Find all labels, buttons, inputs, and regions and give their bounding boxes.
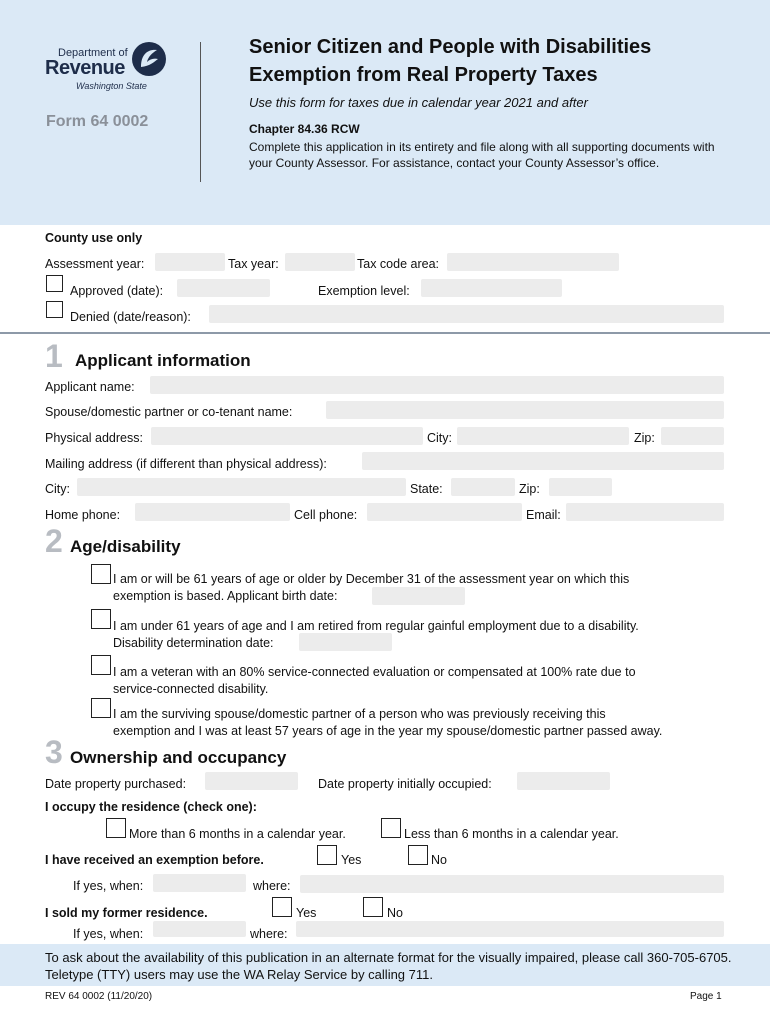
received-exemption-no-label: No — [431, 853, 447, 867]
disability-date-field[interactable] — [299, 633, 392, 651]
county-use-heading: County use only — [45, 231, 143, 245]
disability-line-1: I am under 61 years of age and I am retired from regular gainful employment due to a disability. — [113, 619, 639, 633]
applicant-name-field[interactable] — [150, 376, 724, 394]
intro-text: Complete this application in its entirety and file along with all supporting documents with your County Assessor. For assistance, contact your County Assessor’s office. — [249, 140, 715, 170]
home-phone-field[interactable] — [135, 503, 290, 521]
more-than-6-months-label: More than 6 months in a calendar year. — [129, 827, 346, 841]
veteran-line-2: service-connected disability. — [113, 682, 269, 696]
sold-residence-label: I sold my former residence. — [45, 906, 208, 920]
sold-where-label: where: — [250, 927, 288, 941]
header-divider — [200, 42, 201, 182]
veteran-line-1: I am a veteran with an 80% service-connected evaluation or compensated at 100% rate due to — [113, 665, 636, 679]
section-2-number: 2 — [45, 523, 63, 559]
exemption-level-field[interactable] — [421, 279, 562, 297]
age-61-line-2: exemption is based. Applicant birth date: — [113, 589, 338, 603]
section-2-title: Age/disability — [70, 537, 181, 556]
sold-residence-yes-checkbox[interactable] — [272, 897, 292, 917]
sold-when-label: If yes, when: — [73, 927, 144, 941]
section-3-number: 3 — [45, 734, 63, 770]
surviving-spouse-line-1: I am the surviving spouse/domestic partner of a person who was previously receiving this — [113, 707, 606, 721]
section-3-title: Ownership and occupancy — [70, 748, 287, 767]
surviving-spouse-line-2: exemption and I was at least 57 years of age in the year my spouse/domestic partner passed away. — [113, 724, 663, 738]
approved-date-label: Approved (date): — [70, 284, 164, 298]
city-field[interactable] — [457, 427, 629, 445]
zip-label: Zip: — [634, 431, 655, 445]
accessibility-notice: To ask about the availability of this publication in an alternate format for the visually impaired, please call 360-705-6705. Teletype (TTY) users may use the WA Relay Service by calling 711. — [45, 950, 732, 982]
exemption-when-field[interactable] — [153, 874, 246, 892]
veteran-checkbox[interactable] — [91, 655, 111, 675]
less-than-6-months-label: Less than 6 months in a calendar year. — [404, 827, 619, 841]
tax-year-field[interactable] — [285, 253, 355, 271]
sold-when-field[interactable] — [153, 921, 246, 937]
email-field[interactable] — [566, 503, 724, 521]
page-number: Page 1 — [690, 991, 722, 1002]
title-line-2: Exemption from Real Property Taxes — [249, 64, 598, 86]
age-61-line-1: I am or will be 61 years of age or older by December 31 of the assessment year on which this — [113, 572, 630, 586]
date-purchased-label: Date property purchased: — [45, 777, 187, 791]
applicant-name-label: Applicant name: — [45, 380, 135, 394]
surviving-spouse-text — [113, 706, 662, 740]
mailing-zip-label: Zip: — [519, 482, 540, 496]
mailing-zip-field[interactable] — [549, 478, 612, 496]
received-exemption-no-checkbox[interactable] — [408, 845, 428, 865]
state-label: State: — [410, 482, 443, 496]
approved-date-field[interactable] — [177, 279, 270, 297]
exemption-where-field[interactable] — [300, 875, 724, 893]
tax-code-area-field[interactable] — [447, 253, 619, 271]
less-than-6-months-checkbox[interactable] — [381, 818, 401, 838]
title-line-1: Senior Citizen and People with Disabilities — [249, 36, 652, 58]
assessment-year-field[interactable] — [155, 253, 225, 271]
spouse-name-field[interactable] — [326, 401, 724, 419]
spouse-name-label: Spouse/domestic partner or co-tenant name: — [45, 405, 293, 419]
logo-washington-state-text: Washington State — [76, 81, 147, 91]
veteran-text — [113, 664, 636, 698]
date-purchased-field[interactable] — [205, 772, 298, 790]
occupy-heading: I occupy the residence (check one): — [45, 800, 257, 814]
denied-date-reason-label: Denied (date/reason): — [70, 310, 191, 324]
zip-field[interactable] — [661, 427, 724, 445]
tax-code-area-label: Tax code area: — [357, 257, 439, 271]
exemption-level-label: Exemption level: — [318, 284, 410, 298]
city-label: City: — [427, 431, 452, 445]
section-divider — [0, 332, 770, 334]
received-exemption-yes-label: Yes — [341, 853, 362, 867]
received-exemption-label: I have received an exemption before. — [45, 853, 264, 867]
assessment-year-label: Assessment year: — [45, 257, 145, 271]
physical-address-field[interactable] — [151, 427, 423, 445]
surviving-spouse-checkbox[interactable] — [91, 698, 111, 718]
mailing-city-field[interactable] — [77, 478, 406, 496]
email-label: Email: — [526, 508, 561, 522]
approved-checkbox[interactable] — [46, 275, 63, 292]
denied-date-reason-field[interactable] — [209, 305, 724, 323]
page-title — [249, 33, 749, 89]
revenue-logo-icon — [130, 40, 168, 78]
disability-line-2: Disability determination date: — [113, 636, 274, 650]
sold-residence-no-checkbox[interactable] — [363, 897, 383, 917]
section-1-number: 1 — [45, 338, 63, 374]
date-occupied-field[interactable] — [517, 772, 610, 790]
exemption-where-label: where: — [253, 879, 291, 893]
disability-checkbox[interactable] — [91, 609, 111, 629]
date-occupied-label: Date property initially occupied: — [318, 777, 492, 791]
revision-number: REV 64 0002 (11/20/20) — [45, 991, 153, 1002]
mailing-address-field[interactable] — [362, 452, 724, 470]
denied-checkbox[interactable] — [46, 301, 63, 318]
form-number: Form 64 0002 — [46, 113, 149, 130]
tax-year-label: Tax year: — [228, 257, 279, 271]
physical-address-label: Physical address: — [45, 431, 143, 445]
cell-phone-field[interactable] — [367, 503, 522, 521]
more-than-6-months-checkbox[interactable] — [106, 818, 126, 838]
exemption-when-label: If yes, when: — [73, 879, 144, 893]
home-phone-label: Home phone: — [45, 508, 121, 522]
mailing-address-label: Mailing address (if different than physical address): — [45, 457, 327, 471]
mailing-city-label: City: — [45, 482, 70, 496]
birth-date-field[interactable] — [372, 587, 465, 605]
state-field[interactable] — [451, 478, 515, 496]
age-61-checkbox[interactable] — [91, 564, 111, 584]
form-subtitle: Use this form for taxes due in calendar year 2021 and after — [249, 95, 588, 110]
sold-residence-yes-label: Yes — [296, 906, 317, 920]
section-1-title: Applicant information — [75, 351, 251, 370]
chapter-reference: Chapter 84.36 RCW — [249, 122, 360, 136]
sold-residence-no-label: No — [387, 906, 403, 920]
cell-phone-label: Cell phone: — [294, 508, 358, 522]
logo-revenue-text: Revenue — [45, 57, 125, 79]
sold-where-field[interactable] — [296, 921, 724, 937]
received-exemption-yes-checkbox[interactable] — [317, 845, 337, 865]
logo-department-text: Department of — [58, 47, 128, 59]
